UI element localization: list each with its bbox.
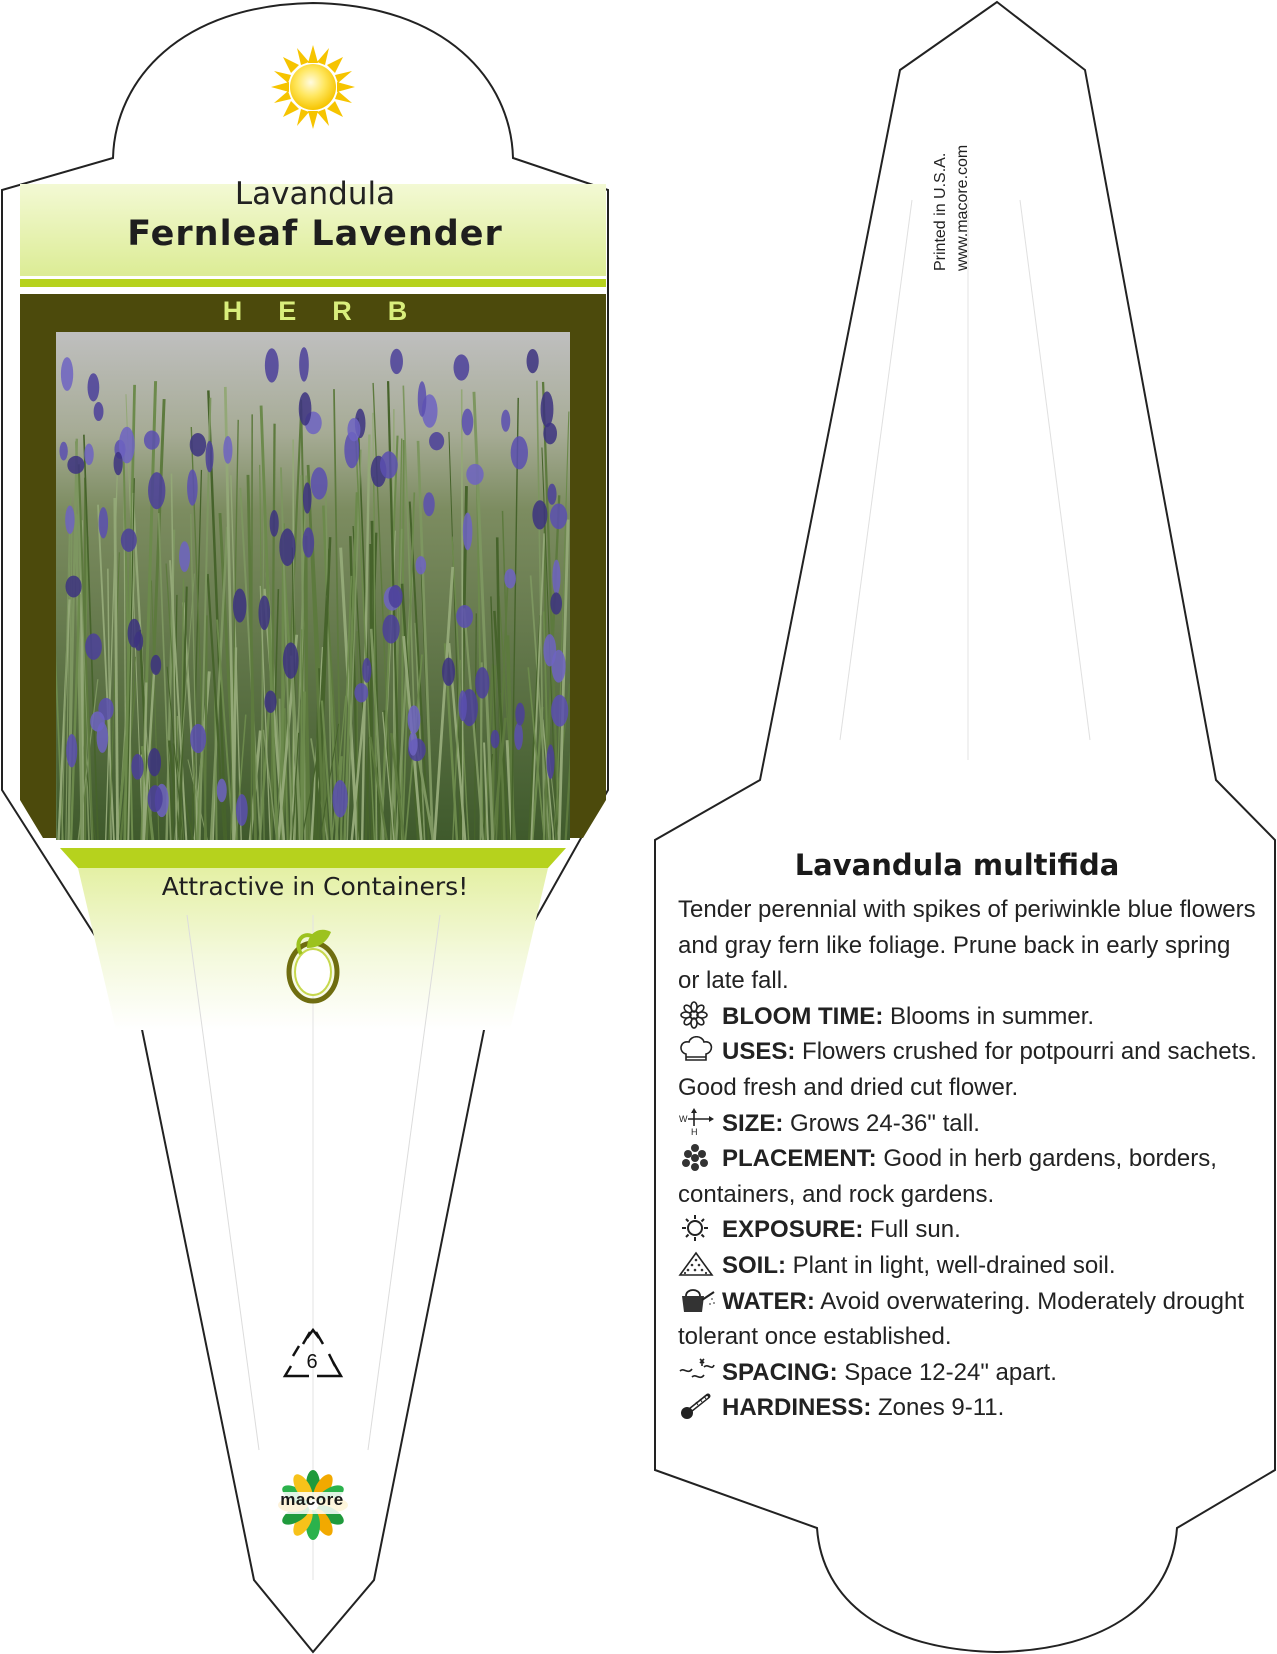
brand-name: macore (280, 1490, 344, 1509)
detail-size (678, 1106, 1258, 1142)
detail-label: SPACING: (722, 1358, 838, 1386)
description: Tender perennial with spikes of periwinkle blue flowers and gray fern like foliage. Prune back in early spring or late fall. (678, 896, 1256, 995)
detail-text: Blooms in summer. (889, 1002, 1095, 1030)
care-details (678, 892, 1258, 1426)
detail-text: Grows 24-36" tall. (790, 1109, 980, 1137)
detail-label: EXPOSURE: (722, 1216, 864, 1244)
detail-label: SOIL: (722, 1251, 786, 1279)
detail-water (678, 1284, 1258, 1355)
detail-soil (678, 1248, 1258, 1284)
category-label: HERB (222, 296, 444, 326)
detail-uses (678, 1034, 1258, 1105)
size-icon-w: W (679, 1113, 688, 1124)
soil-icon (678, 1250, 716, 1278)
watering-can-icon (678, 1286, 716, 1314)
header-underline (20, 279, 606, 287)
detail-text: Full sun. (870, 1216, 961, 1244)
flower-icon (678, 1001, 716, 1029)
detail-text: Plant in light, well-drained soil. (792, 1251, 1116, 1279)
botanical-name: Lavandula multifida (794, 848, 1120, 882)
detail-label: SIZE: (722, 1109, 784, 1137)
detail-text: Space 12-24" apart. (844, 1358, 1057, 1386)
spacing-icon (678, 1357, 716, 1385)
detail-text: Avoid overwatering. Moderately drought tolerant once established. (678, 1287, 1245, 1351)
tagline: Attractive in Containers! (161, 872, 469, 901)
plant-photo (48, 332, 584, 840)
detail-label: WATER: (722, 1287, 815, 1315)
chef-hat-icon (678, 1036, 716, 1064)
common-name: Fernleaf Lavender (127, 214, 503, 254)
detail-label: USES: (722, 1038, 796, 1066)
recycle-code: 6 (306, 1351, 318, 1373)
detail-exposure (678, 1212, 1258, 1248)
sun-icon (271, 45, 355, 129)
detail-label: BLOOM TIME: (722, 1002, 884, 1030)
detail-text: Zones 9-11. (878, 1394, 1005, 1422)
detail-text: Good in herb gardens, borders, containers, and rock gardens. (678, 1145, 1217, 1208)
size-icon-h: H (691, 1126, 698, 1136)
sun-outline-icon (678, 1214, 716, 1242)
detail-hardiness (678, 1390, 1258, 1426)
website: www.macore.com (954, 144, 971, 271)
detail-label: HARDINESS: (722, 1394, 872, 1422)
detail-bloom (678, 999, 1258, 1035)
thermometer-icon (678, 1392, 716, 1420)
detail-label: PLACEMENT: (722, 1145, 877, 1173)
genus-name: Lavandula (234, 176, 396, 212)
printed-in: Printed in U.S.A. (932, 152, 949, 271)
detail-placement (678, 1141, 1258, 1212)
placement-icon (678, 1143, 716, 1171)
printer-info (930, 56, 978, 271)
detail-text: Flowers crushed for potpourri and sachets. Good fresh and dried cut flower. (678, 1038, 1257, 1101)
detail-spacing (678, 1355, 1258, 1391)
size-arrows-icon (678, 1108, 716, 1136)
